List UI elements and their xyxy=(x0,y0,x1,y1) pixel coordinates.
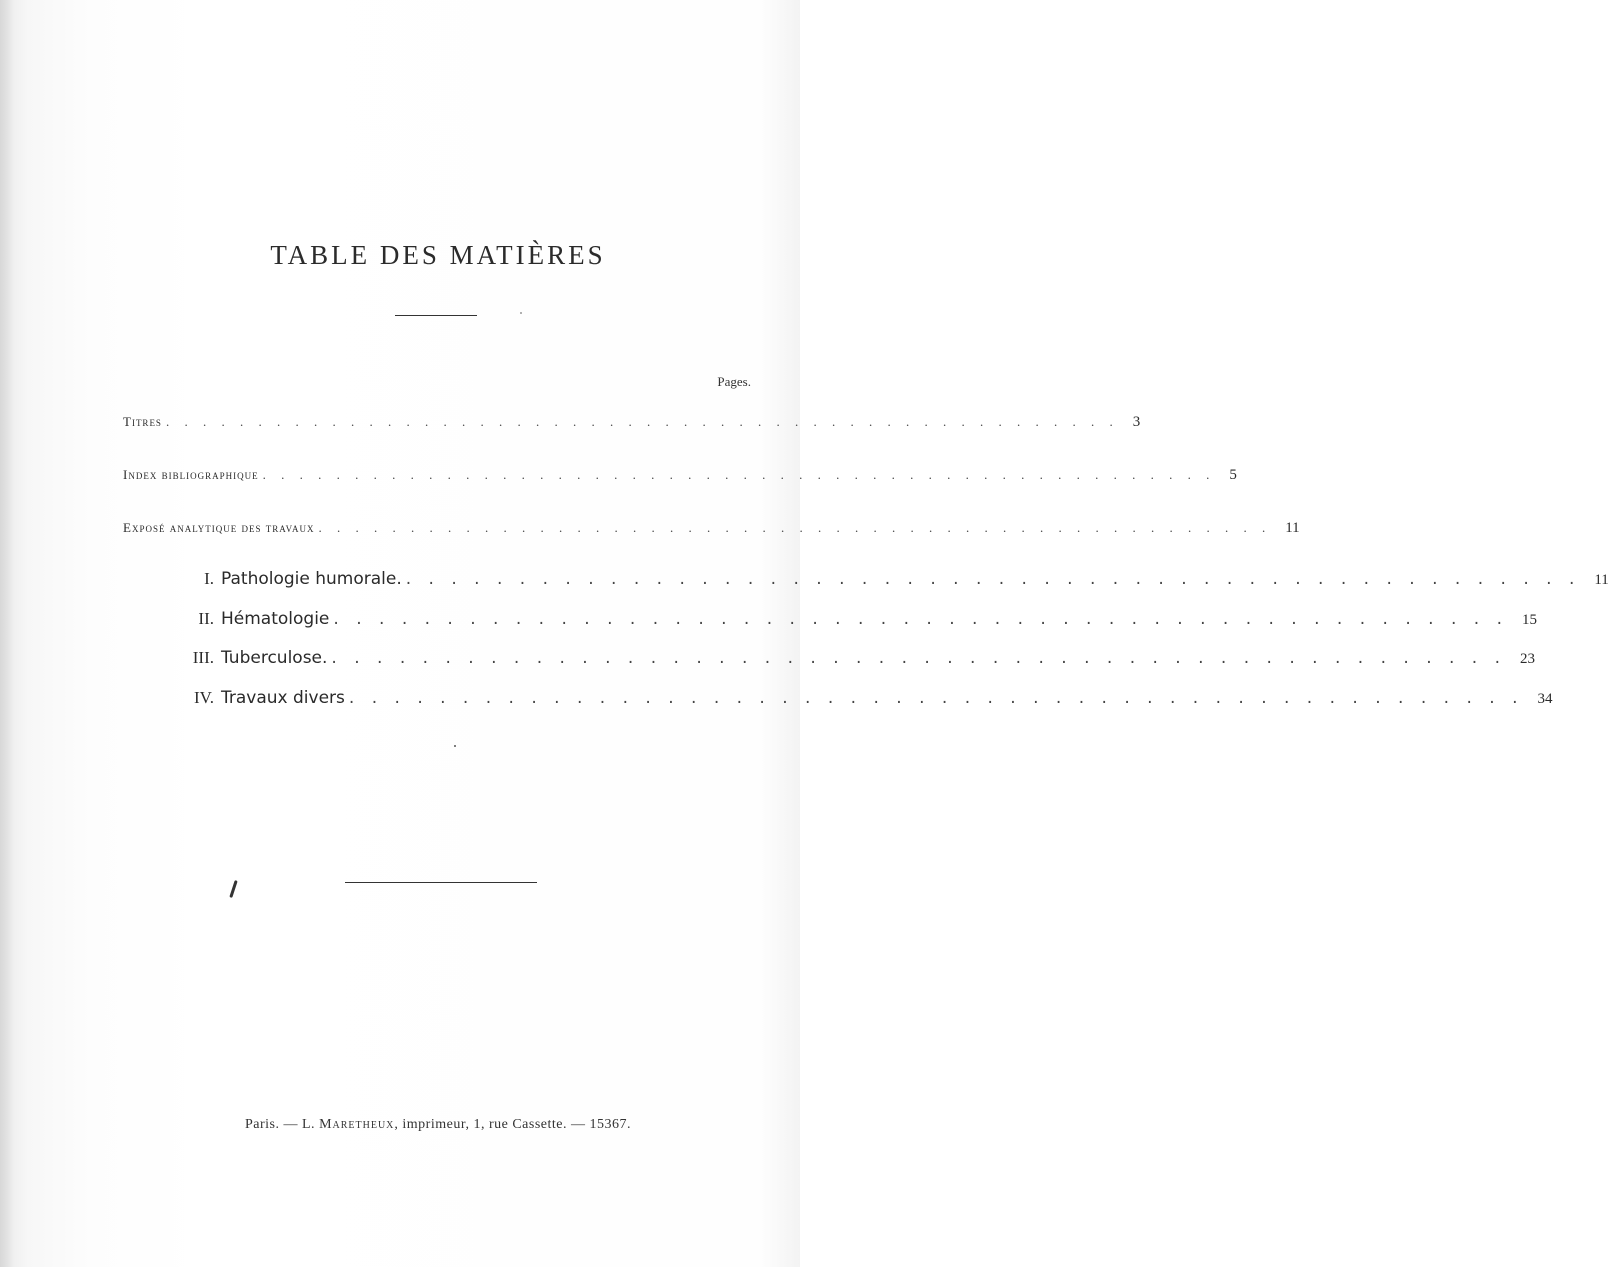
toc-subentry-page: 11 xyxy=(1594,572,1609,588)
toc-subentry-hematologie xyxy=(176,609,1537,629)
dot-leader: . . . . . . . . . . . . . . . . . . . . . . . . . . . . . . . . . . . . . . . . . . . . . . . . . . . . xyxy=(318,520,1272,535)
toc-subentry-label: Hématologie xyxy=(221,609,330,629)
toc-subentry-numeral: IV. xyxy=(194,688,214,707)
toc-subentry-numeral: II. xyxy=(198,609,214,628)
page-title: TABLE DES MATIÈRES xyxy=(270,240,606,270)
dot-leader: . . . . . . . . . . . . . . . . . . . . . . . . . . . . . . . . . . . . . . . . . . . . . . . . . . . . xyxy=(405,569,1581,589)
toc-subentry-page: 15 xyxy=(1521,612,1537,628)
imprint-printer-name: Maretheux xyxy=(319,1117,395,1132)
end-divider xyxy=(345,882,537,883)
toc-entry-page: 5 xyxy=(1229,467,1237,483)
toc-subentry-tuberculose xyxy=(176,648,1536,668)
toc-subentry-label: Pathologie humorale. xyxy=(221,569,402,589)
toc-entry-page: 11 xyxy=(1285,520,1300,536)
title-divider xyxy=(395,315,477,316)
imprint-prefix: Paris. — L. xyxy=(245,1117,316,1132)
dot-leader: . . . . . . . . . . . . . . . . . . . . . . . . . . . . . . . . . . . . . . . . . . . . . . . . . . . . xyxy=(348,688,1524,708)
toc-entry-page: 3 xyxy=(1132,414,1141,430)
toc-entry-expose-analytique xyxy=(123,520,1300,537)
toc-subentry-pathologie-humorale xyxy=(176,569,1609,589)
toc-entry-label: Exposé analytique des travaux xyxy=(123,520,315,535)
dot-leader: . . . . . . . . . . . . . . . . . . . . . . . . . . . . . . . . . . . . . . . . . . . . . . . . . . . . xyxy=(331,648,1507,668)
toc-subentry-label: Travaux divers xyxy=(221,688,345,708)
toc-subentry-numeral: I. xyxy=(204,569,214,588)
toc-subentry-travaux-divers xyxy=(176,688,1553,708)
toc-entry-index-bibliographique xyxy=(123,467,1237,484)
imprint-suffix: , imprimeur, 1, rue Cassette. — 15367. xyxy=(394,1117,631,1132)
dot-leader: . . . . . . . . . . . . . . . . . . . . . . . . . . . . . . . . . . . . . . . . . . . . . . . . . . . . xyxy=(262,467,1216,482)
ink-speck xyxy=(520,312,522,314)
pages-column-label: Pages. xyxy=(717,374,751,389)
dot-leader: . . . . . . . . . . . . . . . . . . . . . . . . . . . . . . . . . . . . . . . . . . . . . . . . . . . . xyxy=(333,609,1508,629)
toc-subentry-numeral: III. xyxy=(192,648,214,667)
toc-subentry-page: 23 xyxy=(1520,651,1536,667)
toc-subentry-label: Tuberculose. xyxy=(221,648,328,668)
dot-leader: . . . . . . . . . . . . . . . . . . . . . . . . . . . . . . . . . . . . . . . . . . . . . . . . . . . . xyxy=(165,414,1119,429)
toc-entry-label: Titres xyxy=(123,414,162,429)
toc-entry-titres xyxy=(123,414,1141,431)
ink-speck xyxy=(454,745,456,747)
toc-subentry-page: 34 xyxy=(1537,691,1553,707)
toc-entry-label: Index bibliographique xyxy=(123,467,259,482)
page-edge-shadow xyxy=(0,0,14,1267)
printer-imprint xyxy=(0,1117,876,1133)
ink-mark xyxy=(229,880,237,898)
